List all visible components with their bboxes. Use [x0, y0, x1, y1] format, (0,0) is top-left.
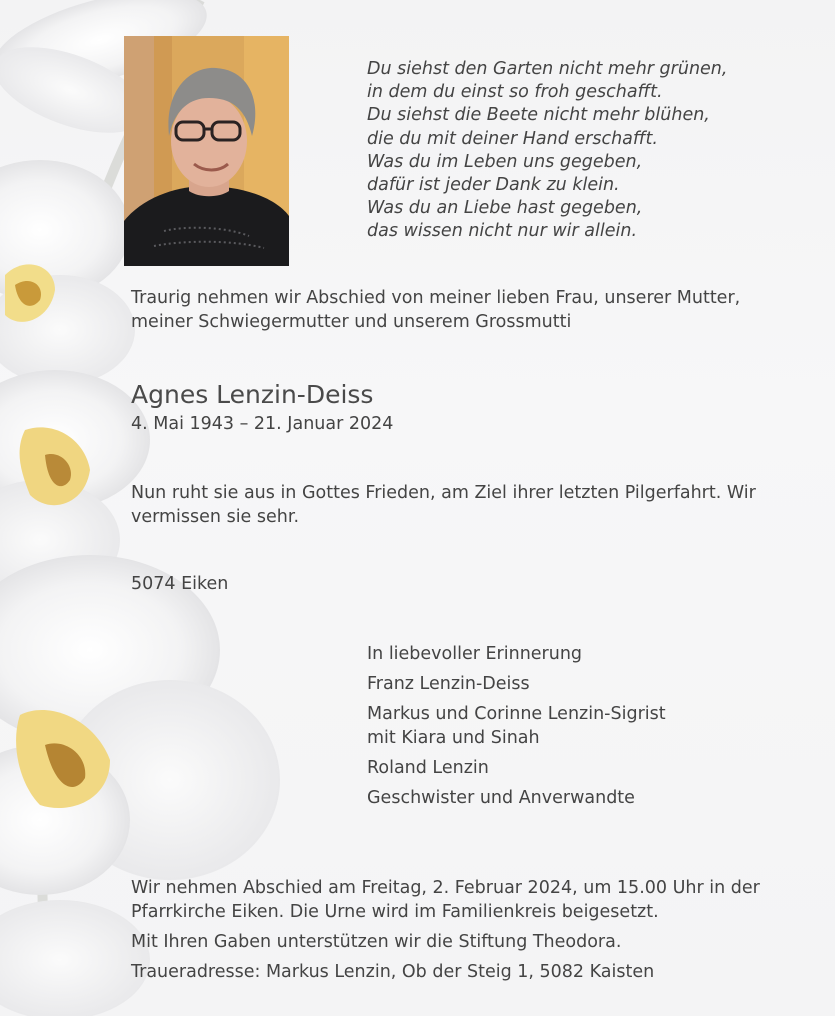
- closing-info: [131, 877, 821, 991]
- mourners-list: [367, 643, 807, 817]
- peace-text: [131, 482, 811, 529]
- mourner: Roland Lenzin: [367, 757, 489, 778]
- deceased-name: Agnes Lenzin-Deiss: [131, 380, 374, 409]
- mourner-line: mit Kiara und Sinah: [367, 727, 540, 748]
- poem-line: das wissen nicht nur wir allein.: [367, 221, 638, 242]
- place: 5074 Eiken: [131, 574, 229, 594]
- portrait-photo: [124, 36, 289, 266]
- donation-info: Mit Ihren Gaben unterstützen wir die Stiftung Theodora.: [131, 931, 622, 952]
- poem-line: Was du im Leben uns gegeben,: [367, 151, 643, 172]
- peace-line: vermissen sie sehr.: [131, 506, 300, 527]
- poem-line: die du mit deiner Hand erschafft.: [367, 128, 658, 149]
- mourner-line: Markus und Corinne Lenzin-Sigrist: [367, 704, 666, 724]
- ceremony-info: [131, 877, 821, 924]
- mourners-heading: In liebevoller Erinnerung: [367, 644, 583, 664]
- intro-line: Traurig nehmen wir Abschied von meiner lieben Frau, unserer Mutter,: [131, 288, 741, 308]
- poem: [367, 58, 807, 244]
- mourner: Geschwister und Anverwandte: [367, 787, 635, 808]
- poem-line: in dem du einst so froh geschafft.: [367, 82, 663, 103]
- poem-line: dafür ist jeder Dank zu klein.: [367, 175, 620, 196]
- poem-line: Was du an Liebe hast gegeben,: [367, 198, 643, 219]
- ceremony-line: Wir nehmen Abschied am Freitag, 2. Februar 2024, um 15.00 Uhr in der: [131, 878, 760, 898]
- poem-line: Du siehst den Garten nicht mehr grünen,: [367, 59, 728, 79]
- life-dates: 4. Mai 1943 – 21. Januar 2024: [131, 414, 394, 434]
- intro-line: meiner Schwiegermutter und unserem Grossmutti: [131, 311, 572, 332]
- ceremony-line: Pfarrkirche Eiken. Die Urne wird im Familienkreis beigesetzt.: [131, 901, 659, 922]
- mourner: Franz Lenzin-Deiss: [367, 674, 530, 694]
- poem-line: Du siehst die Beete nicht mehr blühen,: [367, 105, 710, 126]
- mourning-address: Traueradresse: Markus Lenzin, Ob der Steig 1, 5082 Kaisten: [131, 961, 655, 982]
- mourner: [367, 703, 807, 750]
- intro-text: [131, 287, 811, 334]
- peace-line: Nun ruht sie aus in Gottes Frieden, am Ziel ihrer letzten Pilgerfahrt. Wir: [131, 483, 756, 503]
